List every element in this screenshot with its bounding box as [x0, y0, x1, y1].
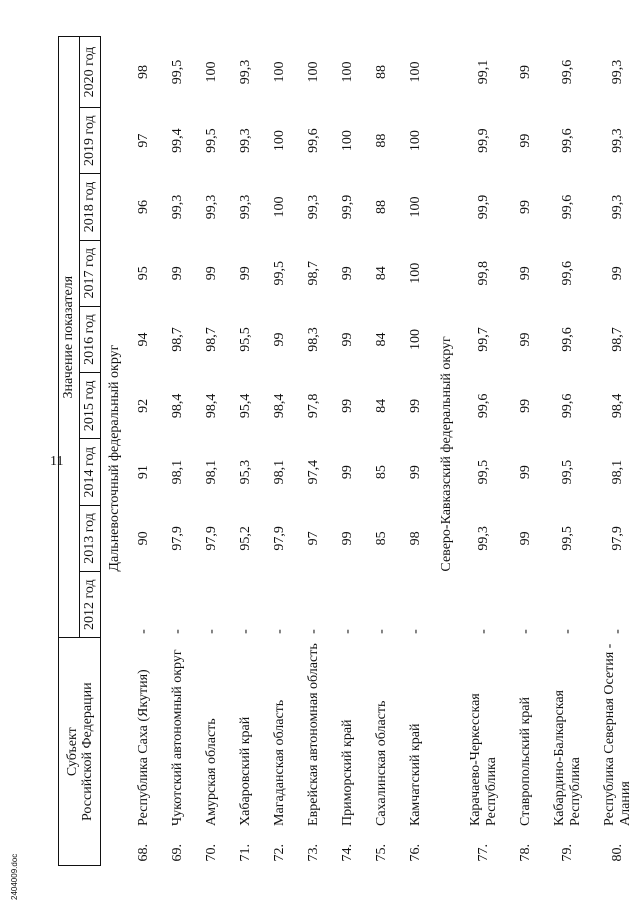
value-cell: 99,8 — [476, 260, 491, 286]
value-cell: 99 — [518, 531, 533, 546]
value-cell: 88 — [374, 65, 389, 79]
section-spacer — [101, 572, 128, 866]
year-header: 2016 год — [80, 306, 101, 372]
table-row — [365, 37, 399, 866]
value-cell: 99,3 — [610, 59, 625, 85]
value-cell: 99,5 — [476, 459, 491, 485]
value-cell: 99,5 — [170, 59, 185, 85]
value-cell: 97 — [306, 531, 321, 546]
section-title: Северо-Кавказский федеральный округ — [439, 336, 454, 572]
table-header — [59, 37, 101, 866]
region-name: Кабардино-Балкарская Республика — [552, 690, 583, 826]
region-name: Республика Северная Осетия - Алания — [602, 643, 633, 826]
value-2012: - — [610, 629, 625, 634]
table-row — [161, 37, 195, 866]
value-cell: 84 — [374, 332, 389, 347]
value-cell: 99 — [518, 398, 533, 413]
year-header: 2015 год — [80, 373, 101, 439]
value-cell: 96 — [136, 199, 151, 214]
value-cell: 99 — [238, 266, 253, 281]
value-cell: 99,3 — [238, 59, 253, 85]
subject-header-line1: Субъект — [64, 727, 80, 777]
region-name: Сахалинская область — [374, 700, 389, 826]
value-cell: 98,1 — [272, 459, 287, 485]
value-cell: 99,3 — [610, 128, 625, 153]
year-header: 2017 год — [80, 240, 101, 306]
value-cell: 99 — [340, 266, 355, 281]
value-cell: 99,4 — [170, 128, 185, 153]
region-name: Хабаровский край — [238, 716, 253, 826]
value-cell: 99 — [518, 266, 533, 281]
value-cell: 98 — [136, 65, 151, 79]
year-header: 2014 год — [80, 439, 101, 505]
value-cell: 100 — [204, 61, 219, 83]
value-cell: 97,9 — [610, 526, 625, 551]
value-2012: - — [238, 629, 253, 634]
year-header: 2013 год — [80, 505, 101, 571]
value-cell: 98,3 — [306, 327, 321, 352]
page-number: 11 — [50, 454, 64, 469]
row-number: 80. — [610, 844, 625, 862]
value-cell: 99,5 — [204, 128, 219, 153]
value-cell: 94 — [136, 332, 151, 347]
value-cell: 100 — [340, 130, 355, 152]
value-cell: 98,7 — [170, 327, 185, 352]
value-cell: 100 — [306, 61, 321, 83]
subject-header-line2: Российской Федерации — [79, 682, 95, 821]
region-name: Амурская область — [204, 718, 219, 826]
value-cell: 100 — [408, 329, 423, 351]
value-cell: 97,4 — [306, 459, 321, 485]
row-number: 79. — [560, 844, 575, 862]
value-cell: 99 — [204, 266, 219, 281]
value-cell: 99,3 — [238, 128, 253, 153]
value-cell: 95,4 — [238, 393, 253, 419]
value-cell: 99 — [518, 332, 533, 347]
row-number: 77. — [476, 844, 491, 862]
value-cell: 97,8 — [306, 393, 321, 419]
row-number: 76. — [408, 844, 423, 862]
value-cell: 91 — [136, 465, 151, 480]
region-name: Карачаево-Черкесская Республика — [468, 693, 499, 826]
table-row — [509, 37, 543, 866]
value-2012: - — [518, 629, 533, 634]
doc-code — [10, 840, 26, 900]
value-cell: 98,4 — [204, 393, 219, 419]
value-cell: 99,5 — [560, 459, 575, 485]
value-cell: 99,5 — [272, 260, 287, 286]
value-cell: 92 — [136, 398, 151, 413]
table-row — [399, 37, 433, 866]
value-cell: 99,6 — [560, 59, 575, 85]
value-cell: 99 — [518, 465, 533, 480]
value-cell: 99 — [518, 133, 533, 148]
value-cell: 99,3 — [204, 194, 219, 220]
region-name: Магаданская область — [272, 699, 287, 826]
value-cell: 84 — [374, 398, 389, 413]
value-cell: 99,5 — [560, 526, 575, 551]
row-number: 75. — [374, 844, 389, 862]
table-row — [543, 37, 593, 866]
table-row — [195, 37, 229, 866]
year-header: 2019 год — [80, 107, 101, 173]
value-cell: 99,6 — [560, 194, 575, 220]
value-cell: 99,6 — [306, 128, 321, 153]
value-cell: 97,9 — [204, 526, 219, 551]
value-cell: 99,1 — [476, 59, 491, 85]
value-cell: 88 — [374, 199, 389, 214]
value-cell: 98,1 — [170, 459, 185, 485]
section-row — [433, 37, 459, 866]
value-cell: 99 — [340, 398, 355, 413]
value-2012: - — [476, 629, 491, 634]
value-cell: 99,9 — [340, 194, 355, 220]
value-cell: 99 — [340, 531, 355, 546]
value-cell: 99,6 — [476, 393, 491, 419]
value-cell: 98,7 — [204, 327, 219, 352]
row-number: 68. — [136, 844, 151, 862]
region-name: Приморский край — [340, 719, 355, 826]
table-row — [459, 37, 509, 866]
value-2012: - — [204, 629, 219, 634]
value-2012: - — [170, 629, 185, 634]
value-cell: 99 — [340, 332, 355, 347]
value-cell: 99 — [408, 398, 423, 413]
value-2012: - — [272, 629, 287, 634]
value-cell: 99,6 — [560, 327, 575, 352]
value-cell: 97,9 — [272, 526, 287, 551]
value-cell: 99 — [170, 266, 185, 281]
row-number: 69. — [170, 844, 185, 862]
region-name: Ставропольский край — [518, 696, 533, 826]
value-cell: 95 — [136, 266, 151, 281]
value-cell: 98,4 — [610, 393, 625, 419]
value-cell: 99,9 — [476, 194, 491, 220]
value-cell: 98,1 — [610, 459, 625, 485]
region-name: Камчатский край — [408, 723, 423, 826]
indicator-header: Значение показателя — [59, 37, 80, 638]
value-2012: - — [408, 629, 423, 634]
year-header: 2020 год — [80, 37, 101, 108]
value-cell: 100 — [272, 130, 287, 152]
value-cell: 99 — [408, 465, 423, 480]
table-row — [263, 37, 297, 866]
row-number: 71. — [238, 844, 253, 862]
value-2012: - — [136, 629, 151, 634]
table-rotator — [58, 36, 633, 866]
doc-code-text: 2404009.doc — [10, 853, 19, 900]
value-cell: 99 — [518, 65, 533, 79]
value-cell: 95,2 — [238, 526, 253, 551]
rotated-table-area — [58, 36, 633, 866]
year-header: 2018 год — [80, 174, 101, 240]
value-cell: 99,3 — [306, 194, 321, 220]
value-cell: 100 — [340, 61, 355, 83]
value-cell: 100 — [272, 61, 287, 83]
value-cell: 100 — [272, 196, 287, 218]
value-cell: 99 — [272, 332, 287, 347]
value-cell: 85 — [374, 531, 389, 546]
row-number: 73. — [306, 844, 321, 862]
value-cell: 97,9 — [170, 526, 185, 551]
value-cell: 100 — [408, 262, 423, 284]
value-cell: 99,6 — [560, 128, 575, 153]
value-cell: 100 — [408, 196, 423, 218]
value-cell: 99 — [610, 266, 625, 281]
region-name: Еврейская автономная область — [306, 643, 321, 826]
value-cell: 97 — [136, 133, 151, 148]
value-cell: 99,3 — [476, 526, 491, 551]
value-cell: 95,3 — [238, 459, 253, 485]
table-row — [127, 37, 161, 866]
value-cell: 98,7 — [610, 327, 625, 352]
row-number: 70. — [204, 844, 219, 862]
value-cell: 99,3 — [238, 194, 253, 220]
section-title: Дальневосточный федеральный округ — [107, 344, 122, 572]
value-2012: - — [340, 629, 355, 634]
section-row — [101, 37, 128, 866]
table-body — [101, 37, 640, 866]
value-cell: 98 — [408, 531, 423, 546]
region-name: Республика Саха (Якутия) — [136, 669, 151, 826]
value-cell: 99,6 — [560, 260, 575, 286]
value-cell: 85 — [374, 465, 389, 480]
table-row — [229, 37, 263, 866]
region-name: Чукотский автономный округ — [170, 649, 185, 826]
value-cell: 90 — [136, 531, 151, 546]
value-cell: 99,9 — [476, 128, 491, 153]
table-row — [331, 37, 365, 866]
value-2012: - — [306, 629, 321, 634]
value-cell: 95,5 — [238, 327, 253, 352]
value-cell: 98,4 — [170, 393, 185, 419]
table-row — [297, 37, 331, 866]
row-number: 72. — [272, 844, 287, 862]
subject-header — [59, 638, 101, 866]
value-cell: 99,6 — [560, 393, 575, 419]
value-2012: - — [374, 629, 389, 634]
value-cell: 99,7 — [476, 327, 491, 352]
row-number: 74. — [340, 844, 355, 862]
value-cell: 99 — [340, 465, 355, 480]
value-cell: 99 — [518, 199, 533, 214]
value-2012: - — [560, 629, 575, 634]
value-cell: 100 — [408, 130, 423, 152]
row-number: 78. — [518, 844, 533, 862]
value-cell: 98,4 — [272, 393, 287, 419]
value-cell: 100 — [408, 61, 423, 83]
year-header: 2012 год — [80, 572, 101, 638]
value-cell: 98,1 — [204, 459, 219, 485]
value-cell: 88 — [374, 133, 389, 148]
table-row — [593, 37, 640, 866]
value-cell: 99,3 — [170, 194, 185, 220]
indicator-table — [58, 36, 640, 866]
section-spacer — [433, 572, 459, 866]
value-cell: 98,7 — [306, 260, 321, 286]
value-cell: 84 — [374, 266, 389, 281]
value-cell: 99,3 — [610, 194, 625, 220]
